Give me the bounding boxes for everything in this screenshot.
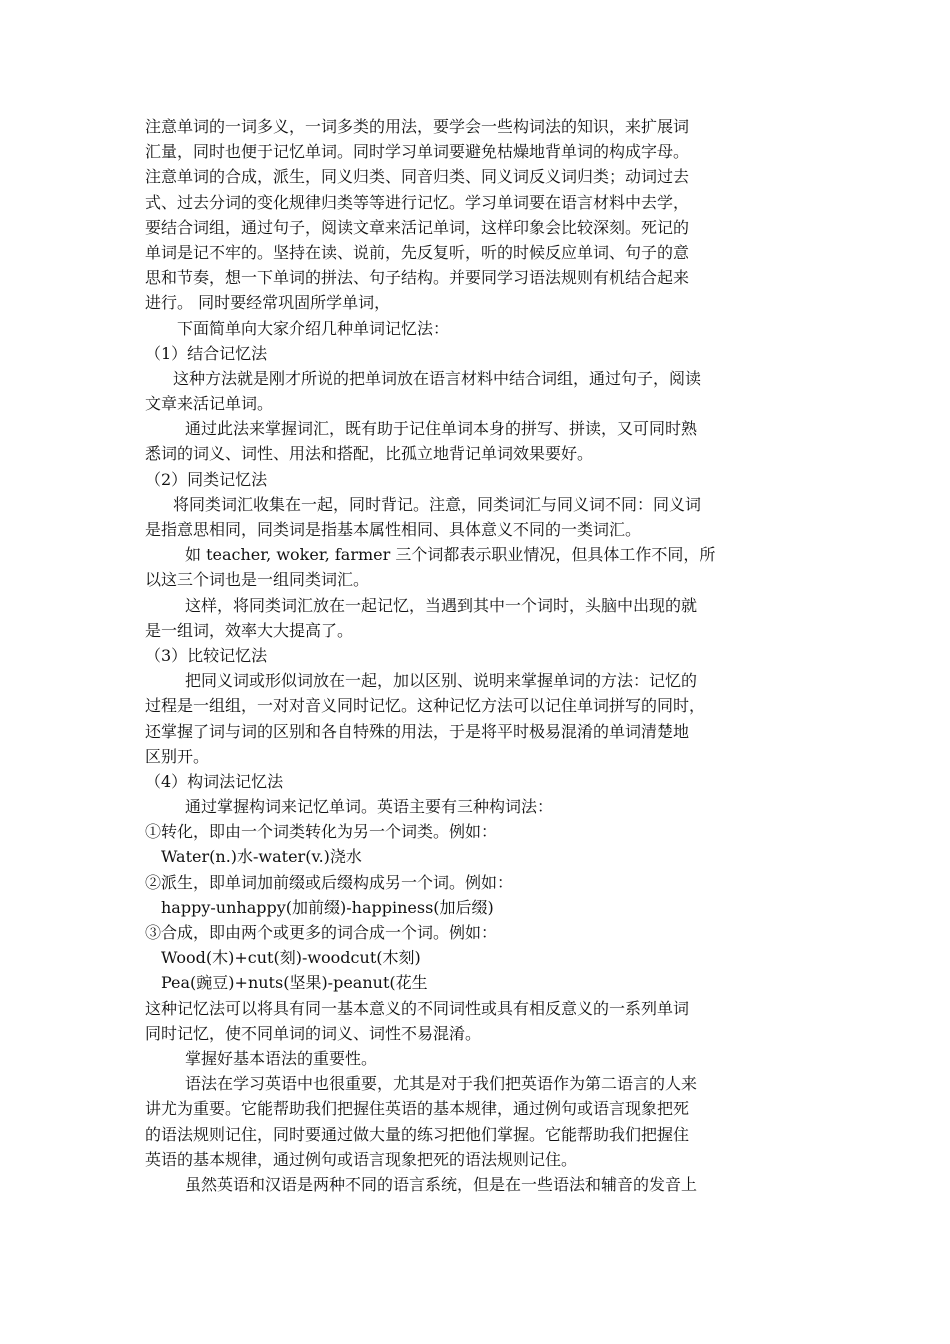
example-line: happy-unhappy(加前缀)-happiness(加后缀): [161, 897, 494, 917]
text-line: 要结合词组，通过句子，阅读文章来活记单词，这样印象会比较深刻。死记的: [145, 217, 690, 237]
text-line: 还掌握了词与词的区别和各自特殊的用法，于是将平时极易混淆的单词清楚地: [145, 721, 690, 741]
section-heading: （3）比较记忆法: [145, 645, 268, 665]
text-line: 悉词的词义、词性、用法和搭配，比孤立地背记单词效果要好。: [145, 444, 594, 464]
text-line: 的语法规则记住，同时要通过做大量的练习把他们掌握。它能帮助我们把握住: [145, 1124, 690, 1144]
text-line: 过程是一组组，一对对音义同时记忆。这种记忆方法可以记住单词拼写的同时，: [145, 696, 706, 716]
text-line: 是一组词，效率大大提高了。: [145, 620, 354, 640]
text-line: 讲尤为重要。它能帮助我们把握住英语的基本规律，通过例句或语言现象把死: [145, 1099, 690, 1119]
list-item: ①转化，即由一个词类转化为另一个词类。例如：: [145, 822, 498, 842]
text-line: 英语的基本规律，通过例句或语言现象把死的语法规则记住。: [145, 1149, 578, 1169]
text-line: 以这三个词也是一组同类词汇。: [145, 570, 370, 590]
text-line: 语法在学习英语中也很重要，尤其是对于我们把英语作为第二语言的人来: [185, 1074, 698, 1094]
text-line: 通过此法来掌握词汇，既有助于记住单词本身的拼写、拼读，又可同时熟: [185, 419, 698, 439]
text-line: 如 teacher, woker, farmer 三个词都表示职业情况，但具体工作不同，所: [185, 545, 716, 565]
example-line: Wood(木)+cut(刻)-woodcut(木刻): [161, 948, 421, 968]
text-line: 通过掌握构词来记忆单词。英语主要有三种构词法：: [185, 797, 554, 817]
list-item: ③合成，即由两个或更多的词合成一个词。例如：: [145, 923, 498, 942]
text-line: 这种方法就是刚才所说的把单词放在语言材料中结合词组，通过句子，阅读: [173, 368, 702, 388]
text-line: 虽然英语和汉语是两种不同的语言系统，但是在一些语法和辅音的发音上: [185, 1174, 698, 1194]
text-line: 思和节奏，想一下单词的拼法、句子结构。并要同学习语法规则有机结合起来: [145, 268, 690, 288]
text-line: 文章来活记单词。: [145, 394, 274, 414]
text-line: 单词是记不牢的。坚持在读、说前，先反复听，听的时候反应单词、句子的意: [145, 242, 690, 262]
text-line: 汇量，同时也便于记忆单词。同时学习单词要避免枯燥地背单词的构成字母。: [145, 142, 690, 162]
list-item: ②派生，即单词加前缀或后缀构成另一个词。例如：: [145, 872, 514, 892]
text-line: 是指意思相同，同类词是指基本属性相同、具体意义不同的一类词汇。: [145, 520, 642, 539]
intro-line: 下面简单向大家介绍几种单词记忆法：: [177, 318, 450, 338]
text-line: 把同义词或形似词放在一起，加以区别、说明来掌握单词的方法：记忆的: [185, 671, 698, 691]
text-line: 将同类词汇收集在一起，同时背记。注意，同类词汇与同义词不同：同义词: [173, 494, 702, 514]
text-line: 掌握好基本语法的重要性。: [185, 1048, 378, 1068]
text-line: 这样，将同类词汇放在一起记忆，当遇到其中一个词时，头脑中出现的就: [185, 595, 698, 615]
text-line: 同时记忆，使不同单词的词义、词性不易混淆。: [145, 1023, 482, 1043]
text-line: 这种记忆法可以将具有同一基本意义的不同词性或具有相反意义的一系列单词: [145, 998, 690, 1018]
section-heading: （2）同类记忆法: [145, 469, 268, 489]
text-line: 注意单词的一词多义，一词多类的用法，要学会一些构词法的知识，来扩展词: [145, 117, 690, 136]
section-heading: （1）结合记忆法: [145, 343, 268, 363]
example-line: Water(n.)水-water(v.)浇水: [161, 847, 362, 867]
section-heading: （4）构词法记忆法: [145, 771, 284, 791]
text-line: 式、过去分词的变化规律归类等等进行记忆。学习单词要在语言材料中去学，: [145, 192, 690, 212]
example-line: Pea(豌豆)+nuts(坚果)-peanut(花生: [161, 973, 428, 993]
text-line: 区别开。: [145, 746, 210, 766]
text-line: 进行。 同时要经常巩固所学单词，: [145, 293, 391, 313]
document-body: [145, 114, 815, 1197]
text-line: 注意单词的合成，派生，同义归类、同音归类、同义词反义词归类；动词过去: [145, 167, 690, 187]
